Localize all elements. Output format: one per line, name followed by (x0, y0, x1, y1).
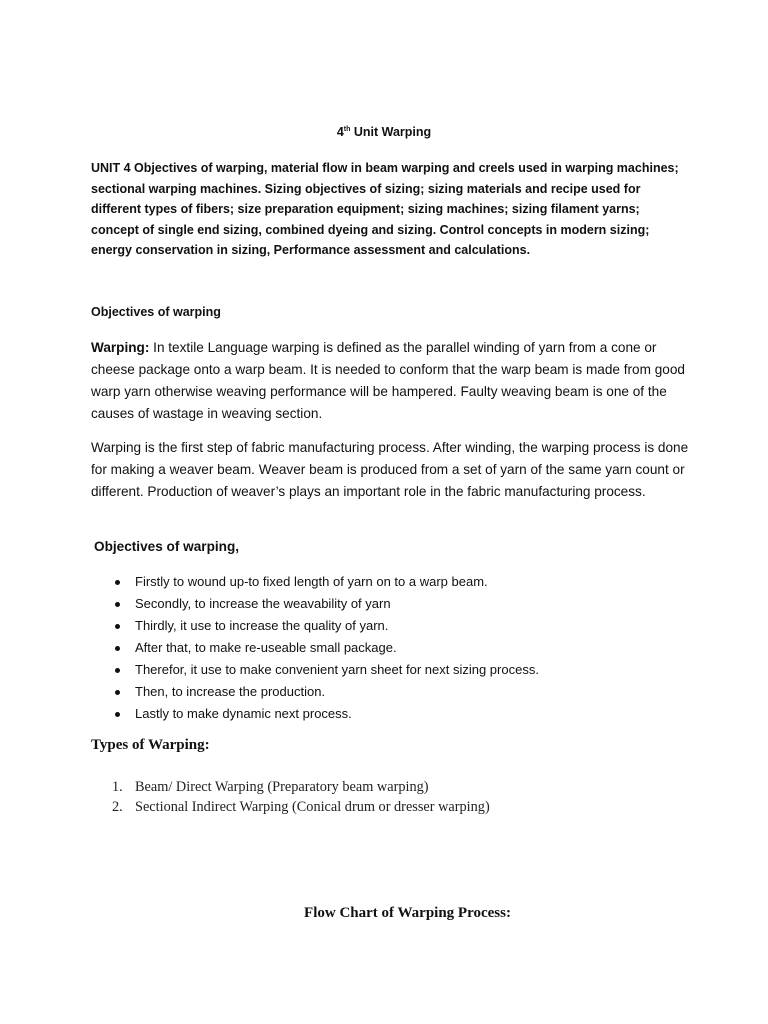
bullet-icon (115, 602, 120, 607)
list-number: 2. (112, 799, 123, 815)
objectives-list-heading: Objectives of warping, (94, 539, 240, 554)
list-item (91, 637, 539, 659)
list-item (91, 797, 490, 817)
list-item (91, 571, 539, 593)
unit-intro-paragraph: UNIT 4 Objectives of warping, material flow in beam warping and creels used in warping machines; sectional warping machines. Sizing objectives of sizing; sizing materials and recipe used for different types of fibers; size preparation equipment; sizing machines; sizing filament yarns; concept of single end sizing, combined dyeing and sizing. Control concepts in modern sizing; energy conservation in sizing, Performance assessment and calculations. (91, 161, 679, 257)
list-item-text: Sectional Indirect Warping (Conical drum or dresser warping) (135, 799, 490, 815)
list-item-text: Thirdly, it use to increase the quality of yarn. (135, 618, 389, 633)
page-title (0, 125, 768, 139)
list-item-text: Beam/ Direct Warping (Preparatory beam warping) (135, 779, 429, 795)
list-item-text: Secondly, to increase the weavability of yarn (135, 596, 391, 611)
list-item-text: Therefor, it use to make convenient yarn sheet for next sizing process. (135, 662, 539, 677)
objectives-heading: Objectives of warping (91, 305, 221, 319)
list-item-text: After that, to make re-useable small package. (135, 640, 397, 655)
list-item-text: Then, to increase the production. (135, 684, 326, 699)
list-item (91, 777, 490, 797)
flow-chart-heading: Flow Chart of Warping Process: (304, 905, 511, 921)
warping-label: Warping: (91, 340, 150, 355)
bullet-icon (115, 624, 120, 629)
list-item (91, 593, 539, 615)
objectives-list (91, 571, 539, 725)
list-item (91, 681, 539, 703)
bullet-icon (115, 646, 120, 651)
title-superscript: th (343, 125, 351, 133)
warping-definition-paragraph (91, 337, 691, 425)
list-item (91, 703, 539, 725)
title-text: Unit Warping (350, 125, 432, 139)
list-item-text: Lastly to make dynamic next process. (135, 706, 352, 721)
warping-process-paragraph: Warping is the first step of fabric manufacturing process. After winding, the warping process is done for making a weaver beam. Weaver beam is produced from a set of yarn of the same yarn count or different. Production of weaver’s plays an important role in the fabric manufacturing process. (91, 440, 689, 499)
warping-definition-text: In textile Language warping is defined as the parallel winding of yarn from a cone or cheese package onto a warp beam. It is needed to conform that the warp beam is made from good warp yarn otherwise weaving performance will be hampered. Faulty weaving beam is one of the causes of wastage in weaving section. (91, 340, 685, 421)
list-number: 1. (112, 779, 123, 795)
list-item (91, 659, 539, 681)
bullet-icon (115, 690, 120, 695)
bullet-icon (115, 668, 120, 673)
bullet-icon (115, 580, 120, 585)
list-item-text: Firstly to wound up-to fixed length of yarn on to a warp beam. (135, 574, 488, 589)
bullet-icon (115, 712, 120, 717)
types-heading: Types of Warping: (91, 737, 210, 753)
title-number: 4 (336, 125, 344, 139)
list-item (91, 615, 539, 637)
types-list (91, 777, 490, 817)
